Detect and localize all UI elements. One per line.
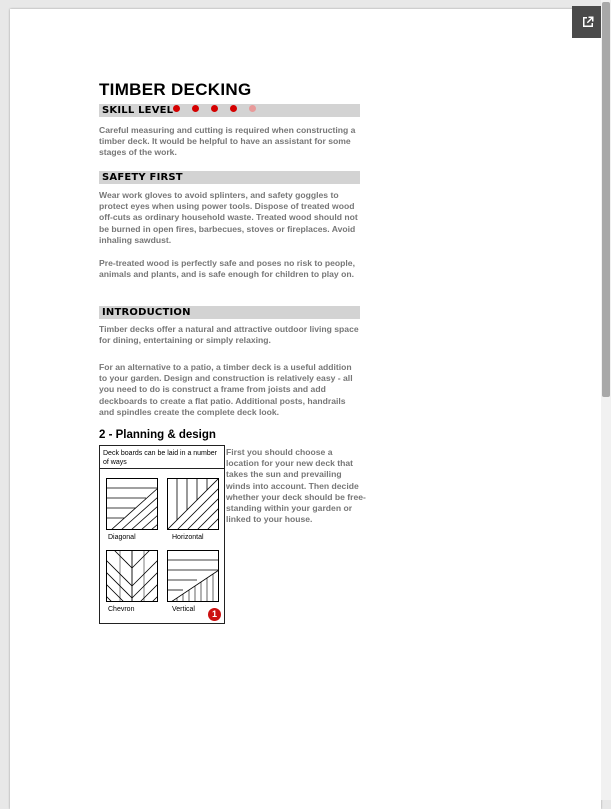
skill-dot: [173, 105, 180, 112]
popout-button[interactable]: [572, 6, 604, 38]
document-title: TIMBER DECKING: [99, 80, 252, 99]
scrollbar-track[interactable]: [601, 0, 611, 800]
vertical-pattern: [167, 550, 219, 602]
pattern-label-diagonal: Diagonal: [108, 534, 136, 541]
figure-number-badge: 1: [208, 608, 221, 621]
figure-caption: Deck boards can be laid in a number of ways: [103, 450, 218, 466]
safety-paragraph-1: Wear work gloves to avoid splinters, and safety goggles to protect eyes when using power tools. Dispose of treated wood off-cuts as ordinary household waste. Treated wood should not be burned in open fires, barbecues, stoves or fireplaces. Avoid inhaling sawdust.: [99, 190, 358, 245]
planning-paragraph: First you should choose a location for your new deck that takes the sun and prevailing winds into account. Then decide whether your deck should be free-standing within your garden or linked to your house.: [226, 447, 366, 525]
caption-divider: [100, 468, 224, 469]
planning-heading: 2 - Planning & design: [99, 429, 216, 441]
introduction-bar: [99, 306, 360, 319]
skill-dot: [211, 105, 218, 112]
skill-level-label: SKILL LEVEL: [102, 105, 174, 116]
pattern-label-vertical: Vertical: [172, 606, 195, 613]
introduction-label: INTRODUCTION: [102, 307, 191, 318]
introduction-paragraph-1: Timber decks offer a natural and attractive outdoor living space for dining, entertaining or simply relaxing.: [99, 324, 359, 346]
safety-first-label: SAFETY FIRST: [102, 172, 183, 183]
skill-dot: [192, 105, 199, 112]
scrollbar-thumb[interactable]: [602, 2, 610, 397]
skill-dot: [230, 105, 237, 112]
horizontal-pattern: [167, 478, 219, 530]
skill-description: Careful measuring and cutting is required when constructing a timber deck. It would be helpful to have an assistant for some stages of the work.: [99, 125, 356, 158]
pattern-label-horizontal: Horizontal: [172, 534, 204, 541]
chevron-pattern: [106, 550, 158, 602]
pattern-label-chevron: Chevron: [108, 606, 135, 613]
safety-paragraph-2: Pre-treated wood is perfectly safe and poses no risk to people, animals and plants, and is safe enough for children to play on.: [99, 258, 355, 280]
skill-dot: [249, 105, 256, 112]
open-in-new-icon: [580, 14, 596, 30]
diagonal-pattern: [106, 478, 158, 530]
safety-first-bar: [99, 171, 360, 184]
deck-patterns-figure: [99, 445, 225, 624]
introduction-paragraph-2: For an alternative to a patio, a timber deck is a useful addition to your garden. Design and construction is relatively easy - all you need to do is construct a frame from joists and add deckboards to create a flat patio. Additional posts, handrails and spindles create the complete deck look.: [99, 362, 353, 417]
